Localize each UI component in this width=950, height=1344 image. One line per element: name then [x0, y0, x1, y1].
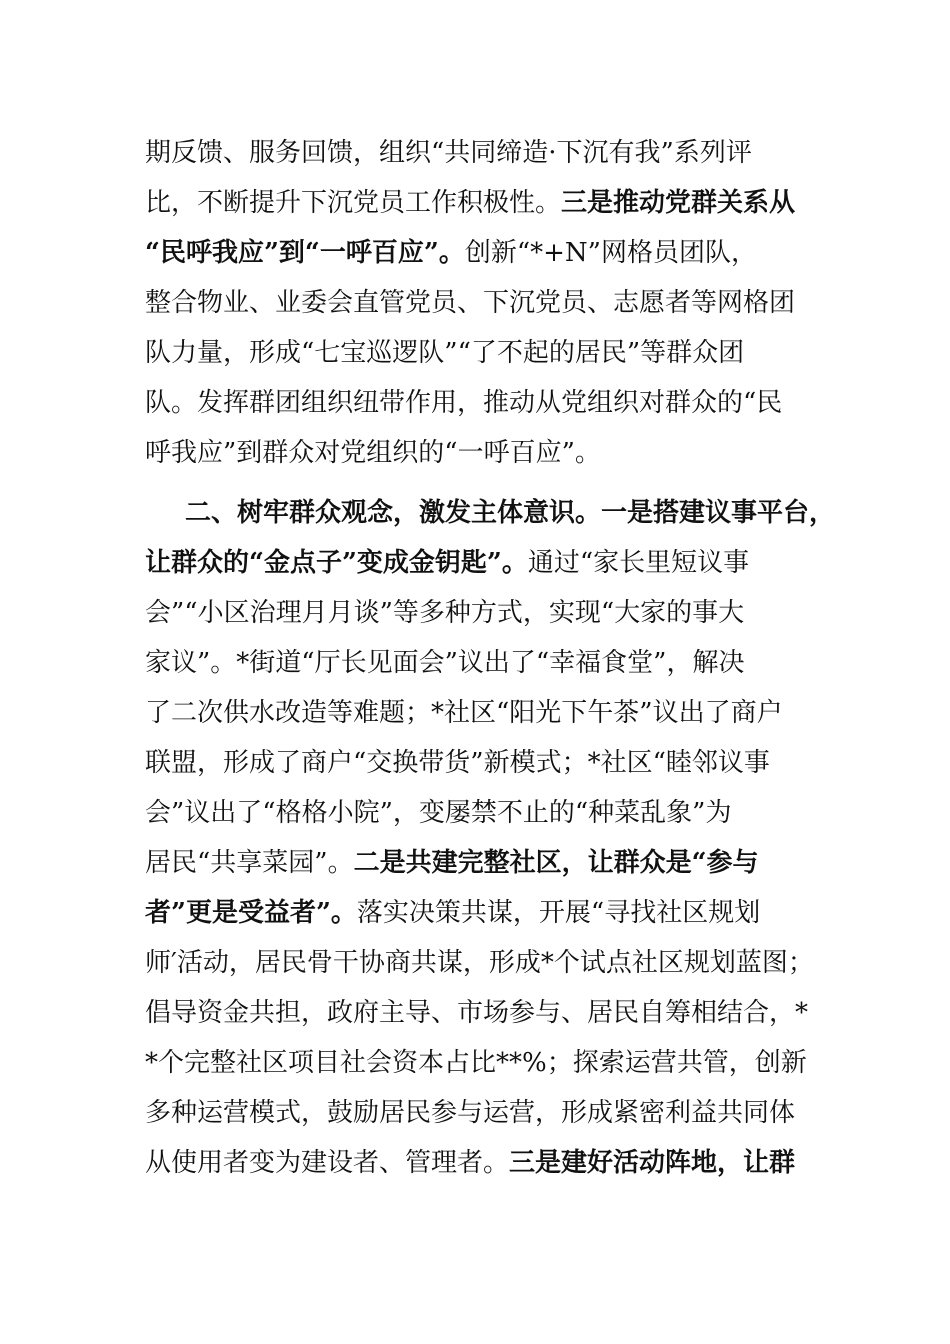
text-run: 了二次供水改造等难题；*社区“阳光下午茶”议出了商户: [145, 698, 783, 728]
text-run: 呼我应”到群众对党组织的“一呼百应”。: [145, 438, 601, 468]
text-line: [145, 1038, 810, 1088]
text-line: [145, 788, 810, 838]
text-run: 家议”。*街道“厅长见面会”议出了“幸福食堂”，解决: [145, 648, 745, 678]
text-line: [145, 888, 810, 938]
paragraph-1: [145, 128, 810, 478]
text-line: [145, 838, 810, 888]
text-run: *个完整社区项目社会资本占比**%；探索运营共管，创新: [145, 1048, 807, 1078]
text-line: [145, 428, 810, 478]
text-run: 创新“*+N”网格员团队，: [464, 238, 757, 268]
paragraph-2: [145, 488, 836, 1188]
text-run: 从使用者变为建设者、管理者。: [145, 1148, 510, 1178]
text-run: 落实决策共谋，开展“寻找社区规划: [356, 898, 761, 928]
text-run: 多种运营模式，鼓励居民参与运营，形成紧密利益共同体: [145, 1098, 796, 1128]
text-line: [145, 988, 810, 1038]
bold-text-run: 让群众的“金点子”变成金钥匙”。: [145, 548, 528, 578]
bold-text-run: 三是建好活动阵地，让群: [509, 1148, 796, 1178]
text-run: 通过“家长里短议事: [527, 548, 750, 578]
text-run: 会”“小区治理月月谈”等多种方式，实现“大家的事大: [145, 598, 745, 628]
text-line: [145, 1138, 810, 1188]
bold-text-run: “民呼我应”到“一呼百应”。: [145, 238, 465, 268]
bold-text-run: 二、树牢群众观念，激发主体意识。一是搭建议事平台，: [185, 498, 836, 528]
text-run: 队力量，形成“七宝巡逻队”“了不起的居民”等群众团: [145, 338, 745, 368]
text-run: 师′活动，居民骨干协商共谋，形成*个试点社区规划蓝图；: [145, 948, 814, 978]
text-line: [145, 178, 810, 228]
text-run: 整合物业、业委会直管党员、下沉党员、志愿者等网格团: [145, 288, 796, 318]
text-line: [145, 1088, 810, 1138]
text-line: [145, 538, 810, 588]
text-line: [145, 228, 810, 278]
text-run: 会”议出了“格格小院”，变屡禁不止的“种菜乱象”为: [145, 798, 732, 828]
text-line: [145, 938, 814, 988]
text-line: [145, 328, 810, 378]
text-line: [145, 738, 810, 788]
text-line: [145, 638, 810, 688]
bold-text-run: 者”更是受益者”。: [145, 898, 357, 928]
bold-text-run: 二是共建完整社区，让群众是“参与: [353, 848, 759, 878]
text-line: [145, 488, 836, 538]
text-run: 倡导资金共担，政府主导、市场参与、居民自筹相结合，*: [145, 998, 809, 1028]
text-line: [145, 278, 810, 328]
text-run: 比，不断提升下沉党员工作积极性。: [145, 188, 562, 218]
text-line: [145, 688, 810, 738]
text-line: [145, 128, 810, 178]
bold-text-run: 三是推动党群关系从: [561, 188, 796, 218]
text-line: [145, 378, 810, 428]
text-line: [145, 588, 810, 638]
text-run: 居民“共享菜园”。: [145, 848, 354, 878]
text-run: 队。发挥群团组织纽带作用，推动从党组织对群众的“民: [145, 388, 783, 418]
text-run: 联盟，形成了商户“交换带货”新模式；*社区“睦邻议事: [145, 748, 770, 778]
text-run: 期反馈、服务回馈，组织“共同缔造·下沉有我”系列评: [145, 138, 752, 168]
